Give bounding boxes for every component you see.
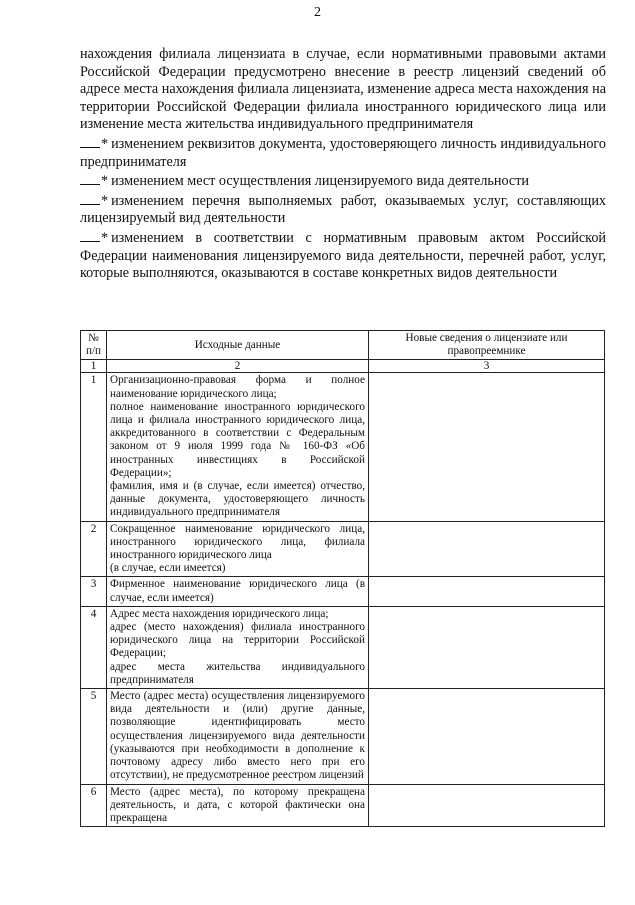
table-row xyxy=(81,577,605,606)
checkbox-blank[interactable] xyxy=(80,191,100,205)
checkbox-blank[interactable] xyxy=(80,134,100,148)
row-new-data-cell[interactable] xyxy=(369,606,605,688)
row-source-data xyxy=(107,606,369,688)
intro-paragraph: нахождения филиала лицензиата в случае, если нормативными правовыми актами Российской Федерации предусмотрено внесение в реестр лицензий сведений об адресе места нахождения филиала лицензиата, изменение адреса места нахождения на территории Российской Федерации филиала иностранного юридического лица или изменение места жительства индивидуального предпринимателя xyxy=(80,46,606,133)
source-line: Сокращенное наименование юридического лица, иностранного юридического лица, филиала иностранного юридического лица xyxy=(110,522,365,562)
row-source-data xyxy=(107,521,369,577)
row-new-data-cell[interactable] xyxy=(369,521,605,577)
checklist-item xyxy=(80,134,606,171)
table-row xyxy=(81,689,605,784)
checklist-item-text: изменением перечня выполняемых работ, оказываемых услуг, составляющих лицензируемый вид деятельности xyxy=(80,192,606,227)
row-source-data xyxy=(107,577,369,606)
checklist-item-text: изменением реквизитов документа, удостоверяющего личность индивидуального предпринимателя xyxy=(80,135,606,170)
table-row xyxy=(81,606,605,688)
row-number: 3 xyxy=(81,577,107,606)
table-header-row xyxy=(81,331,605,360)
asterisk-mark: * xyxy=(101,135,109,152)
page-number: 2 xyxy=(314,5,321,20)
column-index: 3 xyxy=(369,360,605,373)
checklist-item xyxy=(80,228,606,283)
row-new-data-cell[interactable] xyxy=(369,373,605,521)
header-new-data: Новые сведения о лицензиате или правопреемнике xyxy=(369,331,605,360)
checklist-item-text: изменением мест осуществления лицензируемого вида деятельности xyxy=(111,173,530,190)
asterisk-mark: * xyxy=(101,173,109,190)
checklist-item xyxy=(80,191,606,228)
row-number: 5 xyxy=(81,689,107,784)
licensee-data-table xyxy=(80,330,605,827)
source-line: (в случае, если имеется) xyxy=(110,562,226,575)
header-number: № п/п xyxy=(81,331,107,360)
source-line: Место (адрес места) осуществления лицензируемого вида деятельности и (или) другие данные, позволяющие идентифицировать место осуществления лицензируемого вида деятельности (указываются при необходимости в дополнение к почтовому адресу либо вместо него при его отсутствии), не предусмотренное реестром лицензий xyxy=(110,690,365,782)
checkbox-blank[interactable] xyxy=(80,171,100,185)
row-source-data xyxy=(107,784,369,827)
table-row xyxy=(81,373,605,521)
source-line: адрес (место нахождения) филиала иностранного юридического лица на территории Российской Федерации; xyxy=(110,621,365,660)
row-source-data xyxy=(107,689,369,784)
checklist-item xyxy=(80,171,606,191)
table-row xyxy=(81,521,605,577)
column-index-row xyxy=(81,360,605,373)
header-source-data: Исходные данные xyxy=(107,331,369,360)
column-index: 1 xyxy=(81,360,107,373)
source-line: Фирменное наименование юридического лица (в случае, если имеется) xyxy=(110,578,365,604)
row-number: 6 xyxy=(81,784,107,827)
source-line: полное наименование иностранного юридического лица и филиала иностранного юридического лица, аккредитованного в соответствии с Федеральным законом от 9 июля 1999 года № 160-ФЗ «Об иностранных инвестициях в Российской Федерации»; xyxy=(110,400,365,479)
row-number: 1 xyxy=(81,373,107,521)
row-new-data-cell[interactable] xyxy=(369,784,605,827)
row-number: 4 xyxy=(81,606,107,688)
column-index: 2 xyxy=(107,360,369,373)
row-source-data xyxy=(107,373,369,521)
table-row xyxy=(81,784,605,827)
checkbox-blank[interactable] xyxy=(80,228,100,242)
row-number: 2 xyxy=(81,521,107,577)
asterisk-mark: * xyxy=(101,229,109,246)
source-line: Место (адрес места), по которому прекращена деятельность, и дата, с которой фактически она прекращена xyxy=(110,785,365,824)
row-new-data-cell[interactable] xyxy=(369,689,605,784)
source-line: фамилия, имя и (в случае, если имеется) отчество, данные документа, удостоверяющего личность индивидуального предпринимателя xyxy=(110,480,365,519)
asterisk-mark: * xyxy=(101,192,109,209)
document-body xyxy=(80,46,606,283)
row-new-data-cell[interactable] xyxy=(369,577,605,606)
source-line: Адрес места нахождения юридического лица; xyxy=(110,607,329,620)
source-line: адрес места жительства индивидуального предпринимателя xyxy=(110,660,365,686)
source-line: Организационно-правовая форма и полное наименование юридического лица; xyxy=(110,374,365,400)
checklist-item-text: изменением в соответствии с нормативным правовым актом Российской Федерации наименования лицензируемого вида деятельности, перечней работ, услуг, которые выполняются, оказываются в составе конкретных видов деятельности xyxy=(80,229,606,282)
